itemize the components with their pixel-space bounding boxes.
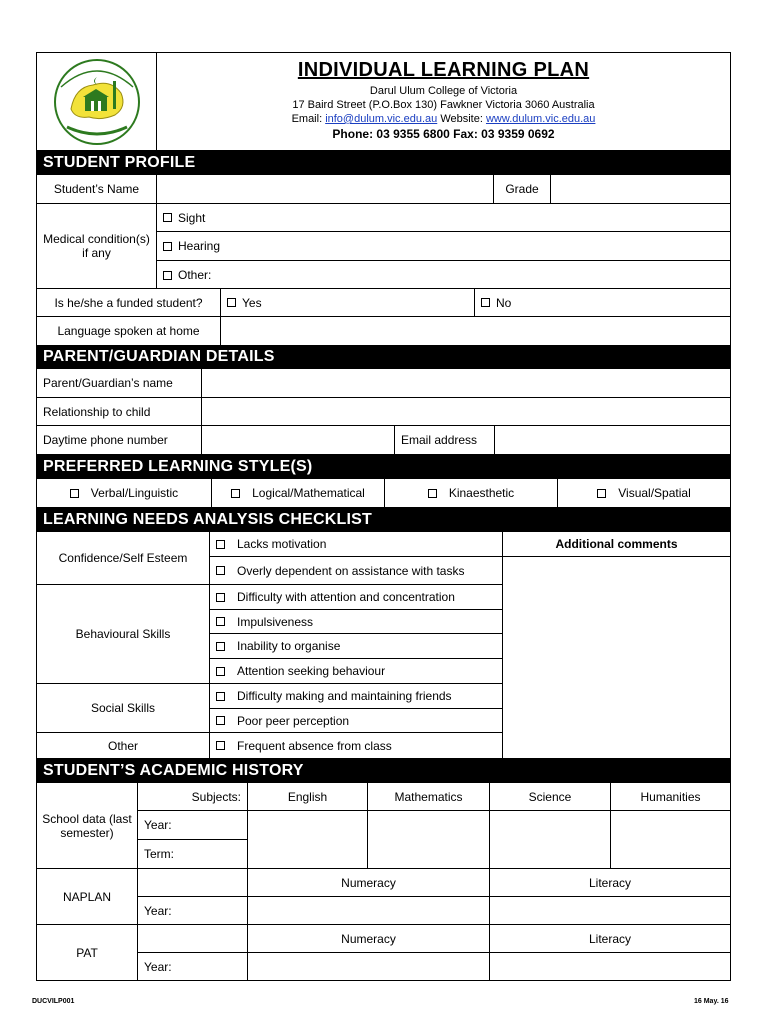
- email-link[interactable]: info@dulum.vic.edu.au: [325, 113, 438, 125]
- phone-label: Daytime phone number: [43, 433, 168, 447]
- mathematics-result-field[interactable]: [367, 811, 489, 869]
- student-name-row: [37, 175, 730, 204]
- phone-email-row: [37, 426, 730, 454]
- need-item[interactable]: [209, 557, 502, 585]
- naplan-label: NAPLAN: [37, 869, 137, 925]
- additional-comments-field[interactable]: [502, 557, 730, 758]
- website-label: Website:: [440, 113, 483, 125]
- school-logo: [37, 53, 156, 150]
- funded-row: [37, 289, 730, 317]
- checkbox-icon[interactable]: [216, 741, 225, 750]
- need-item-label: Difficulty with attention and concentration: [237, 590, 455, 604]
- school-term-label: Term:: [137, 840, 247, 869]
- checkbox-icon[interactable]: [163, 242, 172, 251]
- relationship-row: [37, 398, 730, 426]
- subject-english: English: [247, 783, 367, 811]
- grade-field[interactable]: [550, 175, 730, 203]
- additional-comments-label: Additional comments: [502, 532, 730, 557]
- section-academic-history: STUDENT’S ACADEMIC HISTORY: [37, 758, 730, 783]
- school-name: Darul Ulum College of Victoria: [369, 85, 518, 97]
- style-option-kinaesthetic[interactable]: [384, 479, 557, 507]
- section-learning-style: PREFERRED LEARNING STYLE(S): [37, 454, 730, 479]
- funded-yes-option[interactable]: [220, 289, 474, 316]
- relationship-field[interactable]: [201, 398, 730, 425]
- pat-literacy-label: Literacy: [489, 925, 730, 953]
- checkbox-icon[interactable]: [163, 213, 172, 222]
- need-item-label: Impulsiveness: [237, 614, 314, 629]
- need-item-label: Difficulty making and maintaining friends: [237, 689, 452, 703]
- checkbox-icon[interactable]: [428, 489, 437, 498]
- pat-year-label: Year:: [137, 953, 247, 980]
- need-item[interactable]: [209, 532, 502, 557]
- checkbox-icon[interactable]: [216, 617, 225, 626]
- footer-form-code: DUCVILP001: [32, 998, 75, 1005]
- need-item[interactable]: [209, 684, 502, 709]
- checkbox-icon[interactable]: [216, 540, 225, 549]
- naplan-numeracy-field[interactable]: [247, 897, 489, 925]
- language-label: Language spoken at home: [57, 324, 200, 338]
- need-item-label: Lacks motivation: [237, 537, 327, 551]
- naplan-numeracy-label: Numeracy: [247, 869, 489, 897]
- needs-group-behavioural: Behavioural Skills: [37, 585, 209, 684]
- medical-option-hearing[interactable]: [157, 232, 730, 261]
- naplan-literacy-label: Literacy: [489, 869, 730, 897]
- humanities-result-field[interactable]: [610, 811, 730, 869]
- subject-mathematics: Mathematics: [367, 783, 489, 811]
- pat-literacy-field[interactable]: [489, 953, 730, 980]
- funded-yes-label: Yes: [242, 295, 262, 310]
- checkbox-icon[interactable]: [481, 298, 490, 307]
- medical-row: [37, 204, 730, 289]
- need-item-label: Poor peer perception: [237, 713, 350, 728]
- email-address-label: Email address: [394, 426, 494, 454]
- parent-name-field[interactable]: [201, 369, 730, 397]
- school-address: 17 Baird Street (P.O.Box 130) Fawkner Victoria 3060 Australia: [292, 99, 595, 111]
- need-item-label: Overly dependent on assistance with tasks: [237, 563, 465, 578]
- style-option-label: Kinaesthetic: [448, 486, 515, 500]
- needs-group-social: Social Skills: [37, 684, 209, 733]
- checkbox-icon[interactable]: [216, 716, 225, 725]
- style-option-visual[interactable]: [557, 479, 730, 507]
- subject-science: Science: [489, 783, 610, 811]
- language-row: [37, 317, 730, 345]
- pat-label: PAT: [76, 945, 98, 960]
- section-student-profile: STUDENT PROFILE: [37, 150, 730, 175]
- language-field[interactable]: [220, 317, 730, 345]
- style-option-label: Logical/Mathematical: [252, 486, 365, 500]
- need-item[interactable]: [209, 733, 502, 758]
- checkbox-icon[interactable]: [163, 271, 172, 280]
- naplan-literacy-field[interactable]: [489, 897, 730, 925]
- medical-options: [156, 204, 730, 288]
- student-name-field[interactable]: [156, 175, 493, 203]
- phone-field[interactable]: [201, 426, 394, 454]
- medical-option-sight[interactable]: [157, 204, 730, 232]
- style-option-label: Verbal/Linguistic: [90, 486, 179, 500]
- funded-no-label: No: [496, 295, 512, 310]
- needs-group-other: Other: [107, 738, 138, 753]
- form-title: INDIVIDUAL LEARNING PLAN: [297, 59, 590, 81]
- style-option-logical[interactable]: [211, 479, 384, 507]
- checkbox-icon[interactable]: [216, 566, 225, 575]
- checkbox-icon[interactable]: [216, 692, 225, 701]
- naplan-year-label: Year:: [137, 897, 247, 925]
- need-item[interactable]: [209, 709, 502, 733]
- checkbox-icon[interactable]: [597, 489, 606, 498]
- pat-blank-cell[interactable]: [137, 925, 247, 953]
- phone-line: Phone: 03 9355 6800 Fax: 03 9359 0692: [332, 127, 555, 141]
- checkbox-icon[interactable]: [227, 298, 236, 307]
- parent-name-label: Parent/Guardian’s name: [43, 376, 173, 390]
- logo-emblem: [41, 57, 153, 147]
- relationship-label: Relationship to child: [43, 404, 151, 419]
- medical-option-label: Sight: [178, 210, 206, 225]
- email-label: Email:: [291, 113, 323, 125]
- contact-line: [292, 113, 596, 125]
- grade-label: Grade: [493, 175, 550, 203]
- need-item[interactable]: [209, 634, 502, 659]
- subject-humanities: Humanities: [610, 783, 730, 811]
- checkbox-icon[interactable]: [70, 489, 79, 498]
- need-item[interactable]: [209, 659, 502, 684]
- subjects-label: Subjects:: [137, 783, 247, 811]
- medical-option-label: Other:: [178, 268, 212, 282]
- parent-name-row: [37, 369, 730, 398]
- english-result-field[interactable]: [247, 811, 367, 869]
- website-link[interactable]: www.dulum.vic.edu.au: [485, 113, 596, 125]
- section-parent-details: PARENT/GUARDIAN DETAILS: [37, 345, 730, 369]
- needs-group-confidence: Confidence/Self Esteem: [37, 532, 209, 585]
- academic-table: [37, 783, 730, 980]
- need-item-label: Attention seeking behaviour: [237, 664, 386, 678]
- student-name-label: Student’s Name: [53, 182, 140, 196]
- footer-date: 16 May. 16: [694, 998, 729, 1005]
- school-year-label: Year:: [137, 811, 247, 840]
- style-option-label: Visual/Spatial: [618, 486, 691, 500]
- naplan-blank-cell[interactable]: [137, 869, 247, 897]
- need-item-label: Frequent absence from class: [237, 738, 392, 753]
- form-frame: [36, 52, 731, 981]
- checkbox-icon[interactable]: [216, 667, 225, 676]
- need-item-label: Inability to organise: [237, 639, 341, 653]
- medical-option-other[interactable]: [157, 261, 730, 289]
- checkbox-icon[interactable]: [216, 593, 225, 602]
- email-address-field[interactable]: [494, 426, 730, 454]
- header-text-block: [156, 53, 730, 150]
- learning-style-row: [37, 479, 730, 507]
- pat-numeracy-field[interactable]: [247, 953, 489, 980]
- funded-label: Is he/she a funded student?: [54, 295, 203, 310]
- section-needs-checklist: LEARNING NEEDS ANALYSIS CHECKLIST: [37, 507, 730, 532]
- style-option-verbal[interactable]: [37, 479, 211, 507]
- science-result-field[interactable]: [489, 811, 610, 869]
- need-item[interactable]: [209, 585, 502, 610]
- medical-label: Medical condition(s) if any: [43, 232, 150, 260]
- checkbox-icon[interactable]: [216, 642, 225, 651]
- form-header: [37, 53, 730, 150]
- checkbox-icon[interactable]: [231, 489, 240, 498]
- school-data-label: School data (last semester): [37, 783, 137, 869]
- needs-table: [37, 532, 730, 758]
- medical-option-label: Hearing: [178, 239, 221, 253]
- need-item[interactable]: [209, 610, 502, 634]
- pat-numeracy-label: Numeracy: [247, 925, 489, 953]
- funded-no-option[interactable]: [474, 289, 730, 316]
